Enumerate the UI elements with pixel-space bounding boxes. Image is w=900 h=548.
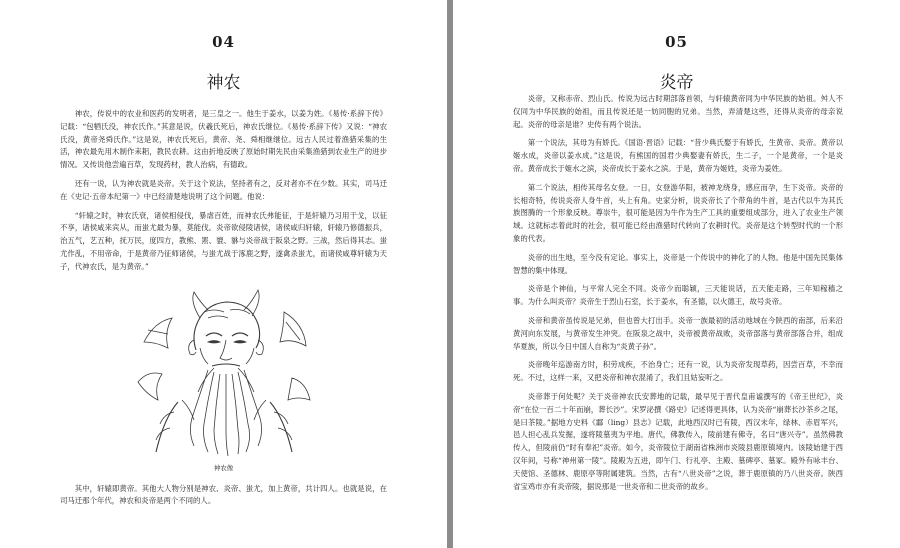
paragraph: 神农，传说中的农业和医药的发明者，是三皇之一。他生于姜水，以姜为姓。《易传·系辞下传》记载：“包牺氏没，神农氏作。”其意是说，伏羲氏死后，神农氏继位。《易传·系辞下传》又说：“神农氏没，黄帝尧舜氏作。”这是说，神农氏死后，黄帝、尧、舜相继继位。远古人民过着渔猎采集的生活，神农最先用木制作耒耜，教民农耕。这由折地反映了原始时期先民由采集渔猎到农业生产的进步情况。又传说他尝遍百草，发现药材，教人治病，有德政。	[60, 109, 387, 170]
closing-paragraph: 其中，轩辕即黄帝。其他大人物分别是神农、炎帝、蚩尤，加上黄帝，共计四人。也就是说，在司马迁那个年代，神农和炎帝是两个不同的人。	[60, 483, 387, 506]
chapter-title: 神农	[206, 73, 241, 93]
paragraph: 第一个说法，其母为有娇氏。《国语·晋语》记载：“昔少典氏娶于有娇氏，生黄帝、炎帝。黄帝以姬水成，炎帝以姜水成。”这是说，有熊国的国君少典娶妻有娇氏，生二子，一个是黄帝，一个是炎帝。黄帝成长于姬水之滨，炎帝成长于姜水之滨。于是，黄帝为姬姓，炎帝为姜姓。	[513, 138, 843, 173]
paragraph: 炎帝晚年巡游南方时，积劳成疾，不治身亡；还有一说，认为炎帝发现草药，因尝百草，不幸而死。不过，这样一来，又把炎帝和神农混淆了，我们且姑妄听之。	[513, 360, 843, 383]
paragraph: 炎帝是个神仙，与平常人完全不同。炎帝少而聪颖，三天能说话，五天能走路，三年知稼穑之事。为什么叫炎帝？炎帝生于烈山石室，长于姜水，有圣德，以火德王，故号炎帝。	[513, 284, 843, 307]
right-page	[453, 0, 900, 548]
page-number: 04	[212, 33, 235, 51]
paragraph: 炎帝的出生地，至今没有定论。事实上，炎帝是一个传说中的神化了的人物。他是中国先民集体智慧的集中体现。	[513, 252, 843, 275]
paragraph: 第二个说法，相传其母名女登。一日，女登游华阳，被神龙绕身，感应而孕，生下炎帝。炎帝的长相奇特，传说炎帝人身牛首，头上有角。史家分析，说炎帝长了个带角的牛首，是古代以牛为其氏族图腾的一个形象反映。尊崇牛，很可能是因为牛作为生产工具的重要组成部分，进入了农业生产领域。这就标志着此时的社会，很可能已经由渔猎时代转向了农耕时代。炎帝是这个转型时代的一个形象的代表。	[513, 182, 843, 243]
paragraph: 炎帝和黄帝虽传说是兄弟，但也曾大打出手。炎帝一族最初的活动地域在今陕西的南部，后来沿黄河向东发展，与黄帝发生冲突。在阪泉之战中，炎帝被黄帝战败，炎帝部落与黄帝部落合并，组成华夏族，所以今日中国人自称为“炎黄子孙”。	[513, 315, 843, 351]
right-body-text	[513, 93, 843, 499]
shennong-portrait-illustration	[134, 282, 314, 462]
paragraph: 炎帝，又称赤帝、烈山氏。传说为远古时期部落首领，与轩辕黄帝同为中华民族的始祖。舛人不仅同为中华民族的始祖，而且传说还是一妨同胞的兄弟。当然，弄清楚这些，还得从炎帝的母亲说起。炎帝的母亲是谁？史传有两个说法。	[513, 94, 843, 129]
portrait-caption: 神农像	[213, 463, 234, 472]
chapter-title: 炎帝	[659, 73, 694, 93]
paragraph: 炎帝葬于何处呢？关于炎帝神农氏安葬地的记载，最早见于晋代皇甫谧撰写的《帝王世纪》，炎帝“在位一百二十年而崩，葬长沙”。宋罗泌撰《路史》记述得更具体，认为炎帝“崩葬长沙茶乡之尾，是曰茶陵。”据地方史料《酃（ling）县志》记载，此地西汉时已有陵，西汉末年，绿林、赤眉军兴，邑人担心乱兵发掘，遂将陵墓夷为平地。唐代，佛教传入，陵前建有佛寺，名曰“唐兴寺”。虽然佛教传入，但陵前仍“时有奉祀”炎帝。如今，炎帝陵位于湖南省株洲市炎陵县鹿原镇境内。该陵始建于西汉年间，号称“神州第一陵”。陵殿为五进，即午门、行礼亭、主殿、墓碑亭、墓冢。殿外有咏丰台、天使馆、圣德林、鹿原亭等附属建筑。当然，古有“八世炎帝”之说，葬于鹿原镇的乃八世炎帝。陕西省宝鸡市亦有炎帝陵，据说那是一世炎帝和二世炎帝的故乡。	[513, 391, 843, 491]
page-number: 05	[665, 33, 688, 51]
paragraph: 还有一说，认为神农就是炎帝。关于这个说法，坚持者有之，反对者亦不在少数。其实，司马迁在《史记·五帝本纪第一》中已经清楚地说明了这个问题。他说：	[60, 178, 387, 201]
portrait-figure	[99, 282, 349, 473]
left-body-text	[60, 108, 387, 514]
left-page	[0, 0, 447, 548]
quotation-paragraph: “轩辕之时，神农氏衰，诸侯相侵伐，暴虐百姓，而神农氏弗能征，于是轩辕乃习用干戈，以征不享，诸侯咸来宾从，而蚩尤最为暴，莫能伐。炎帝欲侵陵诸侯，诸侯咸归轩辕，轩辕乃修德振兵，治五气，艺五种，抚万民，度四方，教熊、罴、貔、貅与炎帝战于阪泉之野。三战，然后得其志。蚩尤作乱，不用帝命，于是黄帝乃征师诸侯，与蚩尤战于涿鹿之野，遂禽杀蚩尤，而诸侯咸尊轩辕为天子，代神农氏，是为黄帝。”	[60, 210, 387, 271]
